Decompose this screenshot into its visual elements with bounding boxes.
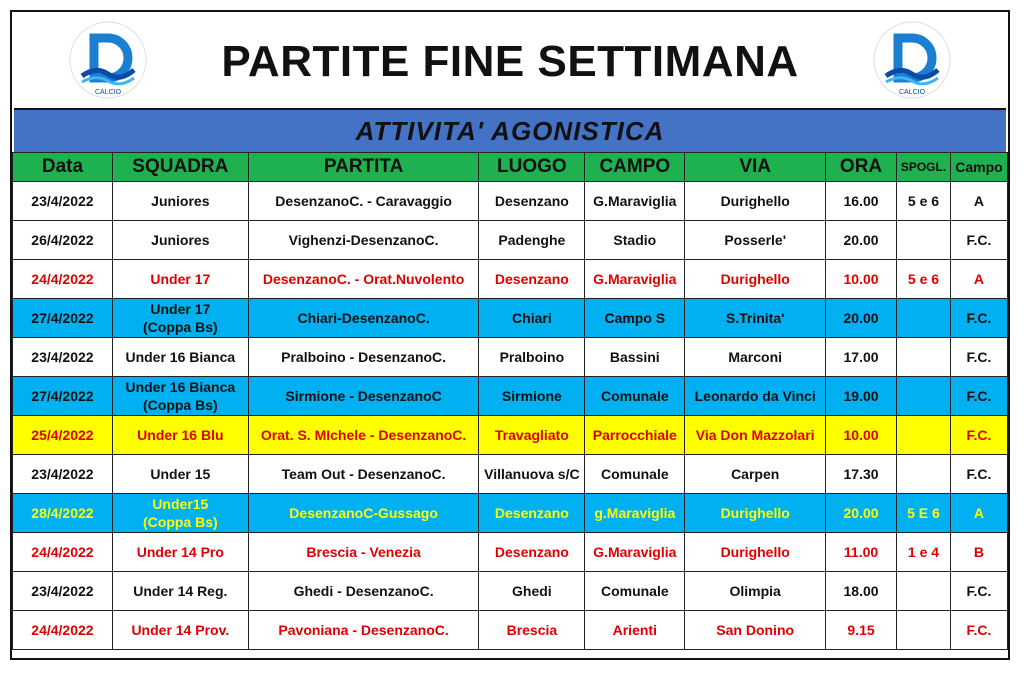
cell-campo2: F.C. — [950, 338, 1007, 377]
table-row — [13, 611, 1008, 650]
cell-luogo: Pralboino — [479, 338, 585, 377]
cell-squadra-line1: Under 16 Bianca — [125, 379, 236, 395]
cell-ora: 10.00 — [826, 260, 897, 299]
cell-campo: Stadio — [585, 221, 685, 260]
logo-caption-right: CALCIO — [898, 89, 926, 96]
table-row — [13, 572, 1008, 611]
cell-campo2: F.C. — [950, 377, 1007, 416]
cell-spogl — [897, 572, 951, 611]
col-header-squadra: SQUADRA — [112, 153, 248, 182]
table-row — [13, 299, 1008, 338]
cell-data: 24/4/2022 — [13, 533, 113, 572]
cell-luogo: Padenghe — [479, 221, 585, 260]
section-title: ATTIVITA' AGONISTICA — [14, 108, 1006, 152]
cell-ora: 20.00 — [826, 299, 897, 338]
cell-partita: Pralboino - DesenzanoC. — [248, 338, 479, 377]
cell-ora: 10.00 — [826, 416, 897, 455]
cell-squadra — [112, 299, 248, 338]
col-header-partita: PARTITA — [248, 153, 479, 182]
cell-luogo: Chiari — [479, 299, 585, 338]
cell-spogl — [897, 299, 951, 338]
cell-data: 24/4/2022 — [13, 611, 113, 650]
cell-campo: G.Maraviglia — [585, 260, 685, 299]
cell-luogo: Travagliato — [479, 416, 585, 455]
cell-partita: DesenzanoC. - Orat.Nuvolento — [248, 260, 479, 299]
cell-ora: 20.00 — [826, 221, 897, 260]
cell-partita: Team Out - DesenzanoC. — [248, 455, 479, 494]
cell-campo: Comunale — [585, 455, 685, 494]
cell-campo2: B — [950, 533, 1007, 572]
cell-squadra: Under 16 Bianca — [112, 338, 248, 377]
cell-campo2: F.C. — [950, 455, 1007, 494]
table-header — [13, 153, 1008, 182]
cell-luogo: Villanuova s/C — [479, 455, 585, 494]
cell-via: Olimpia — [685, 572, 826, 611]
cell-spogl — [897, 377, 951, 416]
match-table — [12, 152, 1008, 650]
cell-via: Via Don Mazzolari — [685, 416, 826, 455]
cell-partita: Orat. S. MIchele - DesenzanoC. — [248, 416, 479, 455]
cell-luogo: Desenzano — [479, 533, 585, 572]
cell-via: Carpen — [685, 455, 826, 494]
cell-spogl — [897, 416, 951, 455]
cell-via: S.Trinita' — [685, 299, 826, 338]
cell-ora: 18.00 — [826, 572, 897, 611]
cell-luogo: Brescia — [479, 611, 585, 650]
header — [12, 12, 1008, 108]
cell-campo: Comunale — [585, 572, 685, 611]
cell-squadra: Juniores — [112, 221, 248, 260]
cell-squadra: Under 14 Prov. — [112, 611, 248, 650]
cell-squadra — [112, 377, 248, 416]
cell-data: 28/4/2022 — [13, 494, 113, 533]
cell-campo2: F.C. — [950, 299, 1007, 338]
cell-campo2: F.C. — [950, 416, 1007, 455]
table-row — [13, 416, 1008, 455]
col-header-campo2: Campo — [950, 153, 1007, 182]
cell-luogo: Desenzano — [479, 260, 585, 299]
cell-campo: Bassini — [585, 338, 685, 377]
table-row — [13, 533, 1008, 572]
cell-campo: G.Maraviglia — [585, 182, 685, 221]
cell-via: Marconi — [685, 338, 826, 377]
cell-spogl — [897, 455, 951, 494]
cell-spogl: 5 e 6 — [897, 260, 951, 299]
page-title: PARTITE FINE SETTIMANA — [221, 37, 799, 86]
cell-via: Durighello — [685, 533, 826, 572]
table-row — [13, 260, 1008, 299]
cell-data: 27/4/2022 — [13, 299, 113, 338]
cell-partita: DesenzanoC-Gussago — [248, 494, 479, 533]
cell-via: San Donino — [685, 611, 826, 650]
cell-spogl — [897, 611, 951, 650]
schedule-frame — [10, 10, 1010, 660]
cell-ora: 16.00 — [826, 182, 897, 221]
cell-campo: Campo S — [585, 299, 685, 338]
table-row — [13, 221, 1008, 260]
cell-campo: Parrocchiale — [585, 416, 685, 455]
cell-spogl — [897, 221, 951, 260]
cell-luogo: Desenzano — [479, 494, 585, 533]
club-logo-icon-right — [872, 20, 952, 100]
table-row — [13, 377, 1008, 416]
cell-campo2: A — [950, 494, 1007, 533]
cell-campo2: F.C. — [950, 611, 1007, 650]
col-header-via: VIA — [685, 153, 826, 182]
cell-ora: 9.15 — [826, 611, 897, 650]
cell-partita: Sirmione - DesenzanoC — [248, 377, 479, 416]
cell-squadra: Juniores — [112, 182, 248, 221]
cell-data: 24/4/2022 — [13, 260, 113, 299]
col-header-ora: ORA — [826, 153, 897, 182]
table-row — [13, 455, 1008, 494]
cell-squadra-line1: Under15 — [152, 496, 209, 512]
cell-partita: Ghedi - DesenzanoC. — [248, 572, 479, 611]
cell-squadra: Under 14 Reg. — [112, 572, 248, 611]
cell-via: Durighello — [685, 260, 826, 299]
cell-squadra-line2: (Coppa Bs) — [143, 514, 218, 530]
cell-ora: 17.30 — [826, 455, 897, 494]
cell-spogl: 5 E 6 — [897, 494, 951, 533]
cell-spogl — [897, 338, 951, 377]
cell-squadra: Under 17 — [112, 260, 248, 299]
table-row — [13, 494, 1008, 533]
cell-data: 27/4/2022 — [13, 377, 113, 416]
cell-partita: Chiari-DesenzanoC. — [248, 299, 479, 338]
col-header-spogl: SPOGL. — [897, 153, 951, 182]
cell-via: Durighello — [685, 494, 826, 533]
cell-squadra — [112, 494, 248, 533]
cell-via: Durighello — [685, 182, 826, 221]
cell-ora: 19.00 — [826, 377, 897, 416]
col-header-luogo: LUOGO — [479, 153, 585, 182]
cell-campo2: F.C. — [950, 572, 1007, 611]
cell-campo2: A — [950, 182, 1007, 221]
cell-campo2: A — [950, 260, 1007, 299]
table-row — [13, 182, 1008, 221]
cell-partita: Vighenzi-DesenzanoC. — [248, 221, 479, 260]
cell-squadra-line2: (Coppa Bs) — [143, 319, 218, 335]
cell-partita: Pavoniana - DesenzanoC. — [248, 611, 479, 650]
cell-partita: DesenzanoC. - Caravaggio — [248, 182, 479, 221]
cell-data: 23/4/2022 — [13, 455, 113, 494]
cell-data: 23/4/2022 — [13, 182, 113, 221]
cell-data: 26/4/2022 — [13, 221, 113, 260]
cell-campo2: F.C. — [950, 221, 1007, 260]
cell-via: Leonardo da Vinci — [685, 377, 826, 416]
cell-squadra-line2: (Coppa Bs) — [143, 397, 218, 413]
cell-via: Posserle' — [685, 221, 826, 260]
cell-luogo: Sirmione — [479, 377, 585, 416]
cell-data: 23/4/2022 — [13, 338, 113, 377]
cell-campo: Comunale — [585, 377, 685, 416]
cell-data: 25/4/2022 — [13, 416, 113, 455]
cell-squadra: Under 16 Blu — [112, 416, 248, 455]
cell-luogo: Ghedi — [479, 572, 585, 611]
cell-ora: 11.00 — [826, 533, 897, 572]
cell-spogl: 5 e 6 — [897, 182, 951, 221]
cell-squadra: Under 15 — [112, 455, 248, 494]
cell-partita: Brescia - Venezia — [248, 533, 479, 572]
cell-squadra: Under 14 Pro — [112, 533, 248, 572]
col-header-data: Data — [13, 153, 113, 182]
col-header-campo: CAMPO — [585, 153, 685, 182]
cell-luogo: Desenzano — [479, 182, 585, 221]
cell-campo: g.Maraviglia — [585, 494, 685, 533]
cell-campo: G.Maraviglia — [585, 533, 685, 572]
table-row — [13, 338, 1008, 377]
cell-data: 23/4/2022 — [13, 572, 113, 611]
cell-spogl: 1 e 4 — [897, 533, 951, 572]
cell-squadra-line1: Under 17 — [150, 301, 211, 317]
logo-caption: CALCIO — [94, 89, 122, 96]
cell-ora: 20.00 — [826, 494, 897, 533]
cell-campo: Arienti — [585, 611, 685, 650]
cell-ora: 17.00 — [826, 338, 897, 377]
